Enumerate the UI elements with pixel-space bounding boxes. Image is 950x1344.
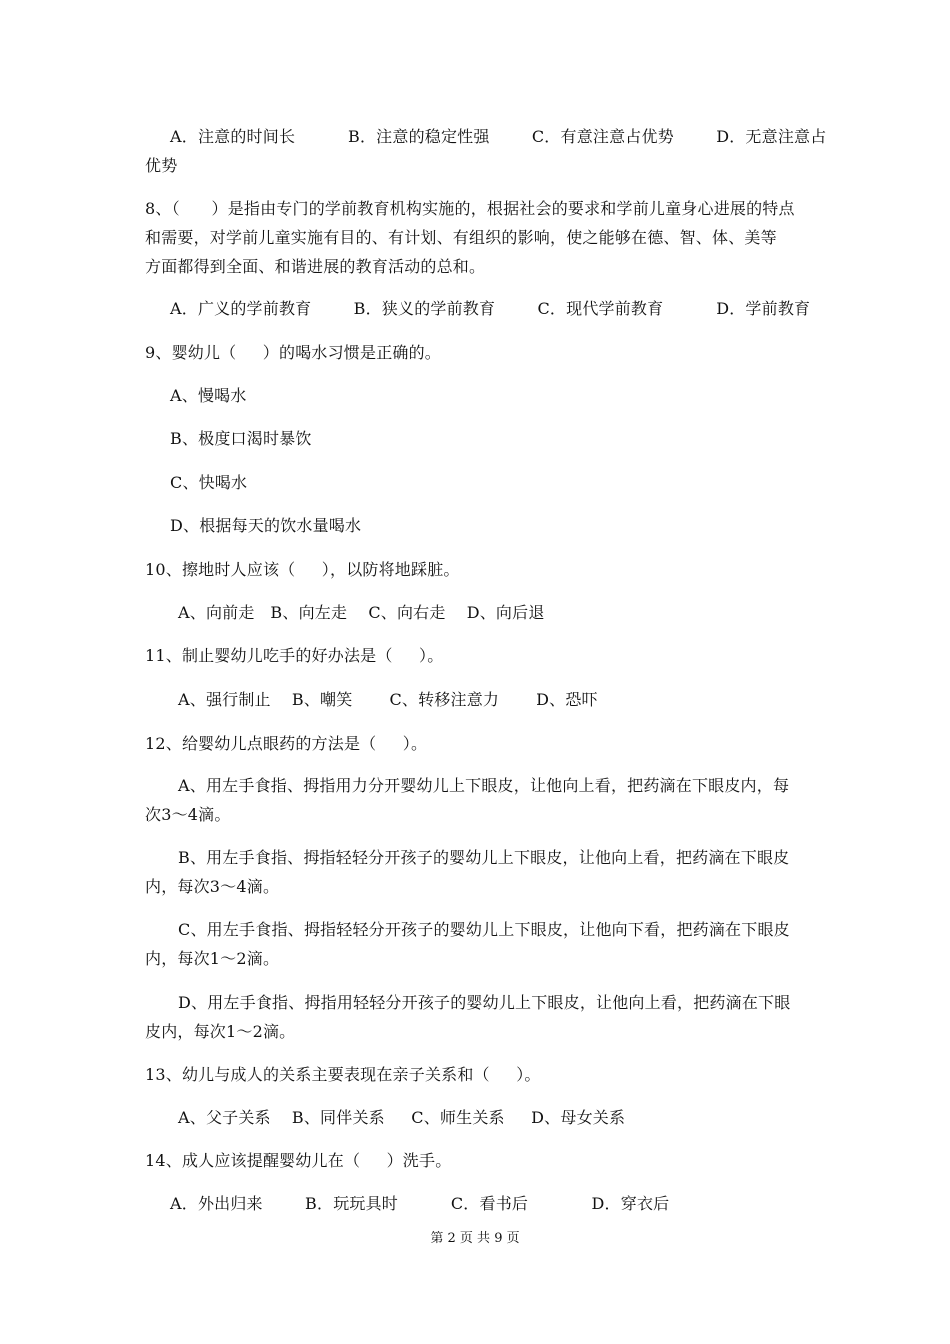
q12-option-b-line-2: 内，每次3～4滴。 xyxy=(145,877,280,896)
q14-options: A．外出归来 B．玩玩具时 C．看书后 D．穿衣后 xyxy=(170,1194,670,1213)
q12-option-a-line-2: 次3～4滴。 xyxy=(145,805,231,824)
q12-stem: 12、给婴幼儿点眼药的方法是（ ）。 xyxy=(145,734,428,753)
q9-option-d: D、根据每天的饮水量喝水 xyxy=(170,516,362,535)
q11-stem: 11、制止婴幼儿吃手的好办法是（ ）。 xyxy=(145,646,444,665)
q13-options: A、父子关系 B、同伴关系 C、师生关系 D、母女关系 xyxy=(178,1108,626,1127)
q12-option-d-line-2: 皮内，每次1～2滴。 xyxy=(145,1022,296,1041)
q12-option-c-line-2: 内，每次1～2滴。 xyxy=(145,949,280,968)
q11-options: A、强行制止 B、嘲笑 C、转移注意力 D、恐吓 xyxy=(178,690,598,709)
q10-options: A、向前走 B、向左走 C、向右走 D、向后退 xyxy=(178,603,545,622)
page-number-footer: 第 2 页 共 9 页 xyxy=(430,1231,520,1246)
q8-stem-line-1: 8、（ ）是指由专门的学前教育机构实施的，根据社会的要求和学前儿童身心进展的特点 xyxy=(145,199,795,218)
q10-stem: 10、擦地时人应该（ ），以防将地踩脏。 xyxy=(145,560,460,579)
q9-stem: 9、婴幼儿（ ）的喝水习惯是正确的。 xyxy=(145,343,442,362)
q7-options: A．注意的时间长 B．注意的稳定性强 C．有意注意占优势 D．无意注意占 xyxy=(170,127,827,146)
q8-stem-line-2: 和需要，对学前儿童实施有目的、有计划、有组织的影响，使之能够在德、智、体、美等 xyxy=(145,228,777,247)
q14-stem: 14、成人应该提醒婴幼儿在（ ）洗手。 xyxy=(145,1151,452,1170)
q9-option-c: C、快喝水 xyxy=(170,473,248,492)
q12-option-b-line-1: B、用左手食指、拇指轻轻分开孩子的婴幼儿上下眼皮，让他向上看，把药滴在下眼皮 xyxy=(178,848,790,867)
q12-option-a-line-1: A、用左手食指、拇指用力分开婴幼儿上下眼皮，让他向上看，把药滴在下眼皮内，每 xyxy=(178,776,790,795)
q12-option-d-line-1: D、用左手食指、拇指用轻轻分开孩子的婴幼儿上下眼皮，让他向上看，把药滴在下眼 xyxy=(178,993,791,1012)
q9-option-a: A、慢喝水 xyxy=(170,386,247,405)
q12-option-c-line-1: C、用左手食指、拇指轻轻分开孩子的婴幼儿上下眼皮，让他向下看，把药滴在下眼皮 xyxy=(178,920,790,939)
q9-option-b: B、极度口渴时暴饮 xyxy=(170,429,312,448)
q13-stem: 13、幼儿与成人的关系主要表现在亲子关系和（ ）。 xyxy=(145,1065,541,1084)
q8-options: A．广义的学前教育 B．狭义的学前教育 C．现代学前教育 D．学前教育 xyxy=(170,299,811,318)
q8-stem-line-3: 方面都得到全面、和谐进展的教育活动的总和。 xyxy=(145,257,486,276)
q7-options-continued: 优势 xyxy=(145,156,178,175)
